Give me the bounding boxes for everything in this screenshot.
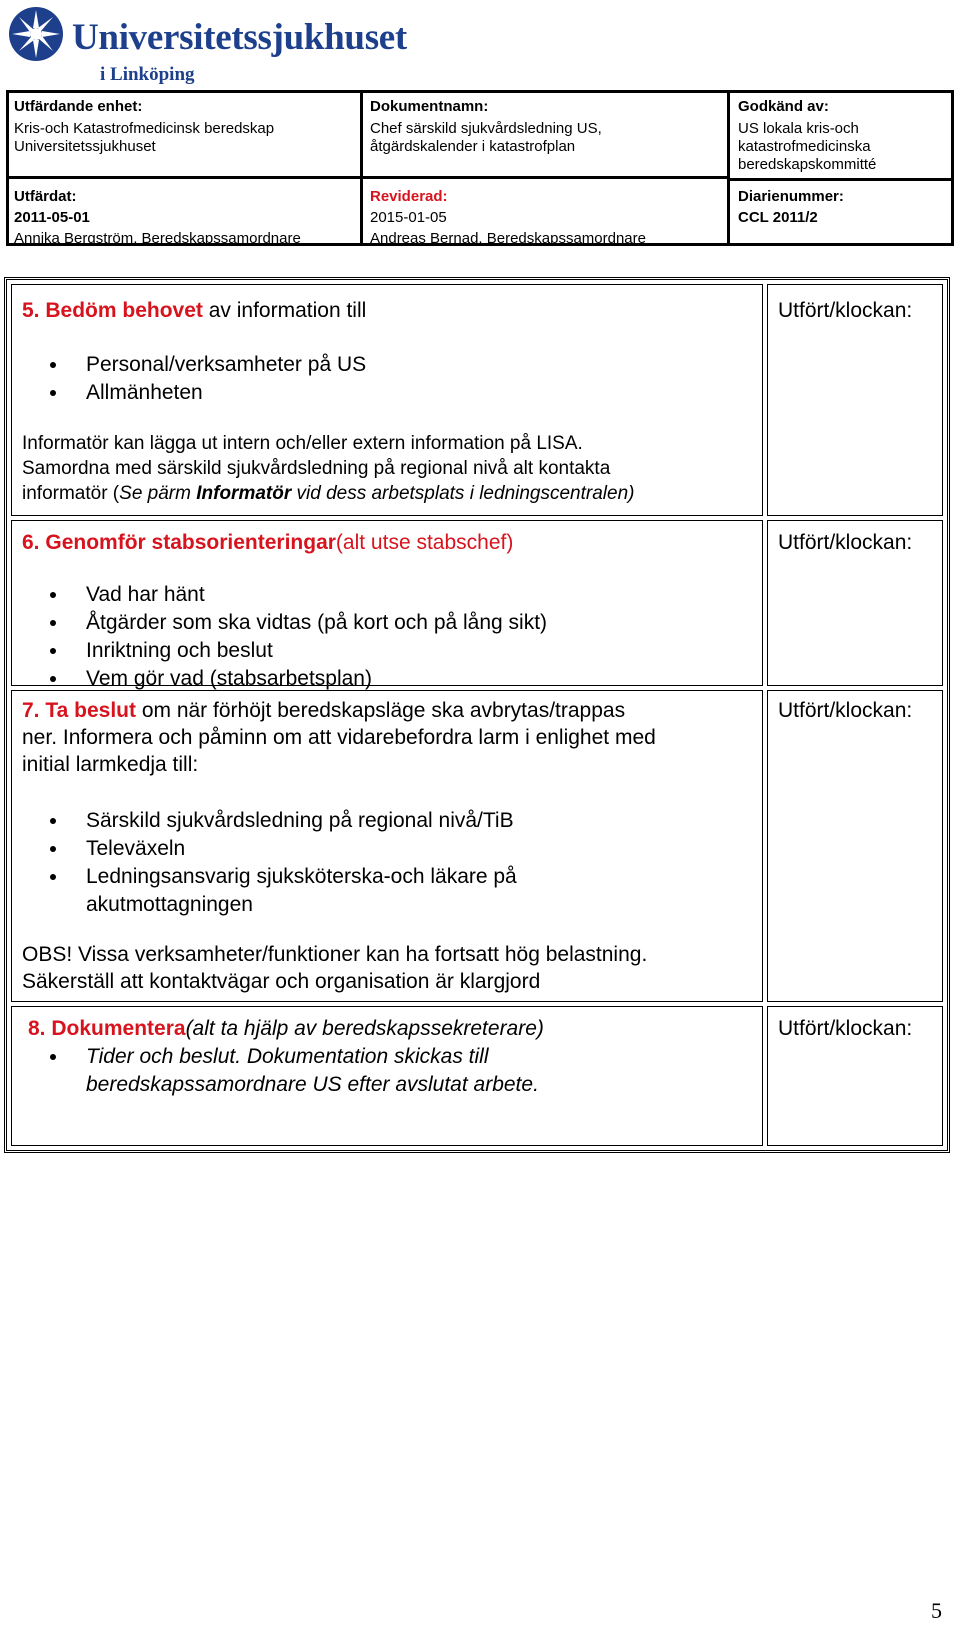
bullet-icon [50, 846, 56, 852]
step-7-text [22, 697, 757, 778]
step-7-rest: om när förhöjt beredskapsläge ska avbrytas/trappas [135, 699, 626, 722]
issuing-unit-label: Utfärdande enhet: [14, 98, 143, 115]
list-item: Inriktning och beslut [12, 637, 752, 665]
document-name-label: Dokumentnamn: [370, 98, 489, 115]
approved-by-line3: beredskapskommitté [738, 156, 877, 173]
bullet-icon [50, 390, 56, 396]
step-5-note [22, 431, 757, 506]
bullet-icon [50, 1054, 56, 1060]
step-5-action: Bedöm behovet [45, 299, 203, 322]
action-calendar-table [4, 277, 950, 1153]
hospital-logo [8, 4, 428, 88]
bullet-icon [50, 362, 56, 368]
list-item: Personal/verksamheter på US [12, 351, 752, 379]
step-6-rest: (alt utse stabschef) [335, 531, 514, 554]
step-7-line3: initial larmkedja till: [22, 753, 199, 776]
step-6-number: 6. [22, 531, 40, 554]
issued-label: Utfärdat: [14, 188, 77, 205]
step-7-obs-line2: Säkerställ att kontaktvägar och organisation är klargjord [22, 970, 541, 993]
step-5-done-cell [767, 284, 943, 516]
step-8-action: Dokumentera [51, 1017, 186, 1040]
step-5-task-cell [11, 284, 763, 516]
bullet-icon [50, 620, 56, 626]
bullet-icon [50, 648, 56, 654]
issued-person: Annika Bergström, Beredskapssamordnare [14, 230, 301, 247]
logo-name: Universitetssjukhuset [72, 17, 407, 58]
registry-label: Diarienummer: [738, 188, 844, 205]
bullet-icon [50, 818, 56, 824]
approved-by-cell [738, 98, 948, 174]
step-5-rest: av information till [202, 299, 367, 322]
step-7-bullets [12, 807, 752, 919]
step-8-rest: (alt ta hjälp av beredskapssekreterare) [185, 1017, 544, 1040]
issued-date: 2011-05-01 [14, 209, 90, 226]
step-6-bullets [12, 581, 752, 693]
step-7-done-label: Utfört/klockan: [778, 699, 913, 722]
step-6-done-label: Utfört/klockan: [778, 531, 913, 554]
step-5-done-label: Utfört/klockan: [778, 299, 913, 322]
step-8-bullets [12, 1043, 752, 1099]
step-7-heading [22, 697, 757, 724]
step-5-note-line1: Informatör kan lägga ut intern och/eller extern information på LISA. [22, 433, 583, 454]
step-8-done-label: Utfört/klockan: [778, 1017, 913, 1040]
bullet-icon [50, 874, 56, 880]
document-header-table [6, 90, 954, 246]
logo-subtitle: i Linköping [100, 64, 195, 85]
step-5-number: 5. [22, 299, 40, 322]
issuing-unit-line2: Universitetssjukhuset [14, 138, 156, 155]
approved-by-line2: katastrofmedicinska [738, 138, 871, 155]
step-6-task-cell [11, 520, 763, 690]
step-7-done-cell [767, 690, 943, 1002]
list-item: Åtgärder som ska vidtas (på kort och på lång sikt) [12, 609, 752, 637]
logo-emblem-icon [8, 6, 64, 62]
step-5-heading [22, 297, 366, 324]
list-item: Vem gör vad (stabsarbetsplan) [12, 665, 752, 693]
step-6-heading [22, 529, 513, 556]
revised-cell [370, 186, 720, 249]
step-8-number: 8. [28, 1017, 46, 1040]
step-7-obs-line1: OBS! Vissa verksamheter/funktioner kan ha fortsatt hög belastning. [22, 943, 648, 966]
step-7-line2: ner. Informera och påminn om att vidarebefordra larm i enlighet med [22, 726, 656, 749]
bullet-icon [50, 592, 56, 598]
step-5-bullets [12, 351, 752, 407]
step-6-done-cell [767, 520, 943, 686]
page-number: 5 [931, 1598, 942, 1623]
step-5-note-line2: Samordna med särskild sjukvårdsledning på regional nivå alt kontakta [22, 458, 611, 479]
step-8-heading [28, 1015, 544, 1042]
step-8-done-cell [767, 1006, 943, 1146]
list-item: Tider och beslut. Dokumentation skickas till [12, 1043, 752, 1071]
revised-date: 2015-01-05 [370, 209, 447, 226]
step-7-obs [22, 941, 757, 995]
issued-cell [14, 186, 354, 249]
revised-label: Reviderad: [370, 188, 448, 205]
list-item: Allmänheten [12, 379, 752, 407]
registry-cell [738, 186, 948, 228]
step-7-number: 7. [22, 699, 40, 722]
revised-person: Andreas Bernad, Beredskapssamordnare [370, 230, 646, 247]
list-item-continuation: akutmottagningen [86, 893, 253, 916]
list-item: Televäxeln [12, 835, 752, 863]
step-5-note-line3: informatör (Se pärm Informatör vid dess arbetsplats i ledningscentralen) [22, 483, 635, 504]
approved-by-label: Godkänd av: [738, 98, 829, 115]
document-name-line1: Chef särskild sjukvårdsledning US, [370, 120, 602, 137]
list-item: Särskild sjukvårdsledning på regional nivå/TiB [12, 807, 752, 835]
issuing-unit-line1: Kris-och Katastrofmedicinsk beredskap [14, 120, 275, 137]
list-item-continuation: beredskapssamordnare US efter avslutat arbete. [86, 1073, 539, 1096]
bullet-icon [50, 676, 56, 682]
step-7-action: Ta beslut [45, 699, 136, 722]
step-7-task-cell [11, 690, 763, 1002]
approved-by-line1: US lokala kris-och [738, 120, 859, 137]
document-name-line2: åtgärdskalender i katastrofplan [370, 138, 576, 155]
step-8-task-cell [11, 1006, 763, 1146]
document-name-cell [370, 98, 720, 156]
registry-value: CCL 2011/2 [738, 209, 818, 226]
step-6-action: Genomför stabsorienteringar [45, 531, 336, 554]
issuing-unit-cell [14, 98, 354, 156]
list-item: Vad har hänt [12, 581, 752, 609]
list-item: Ledningsansvarig sjuksköterska-och läkare på [12, 863, 752, 891]
